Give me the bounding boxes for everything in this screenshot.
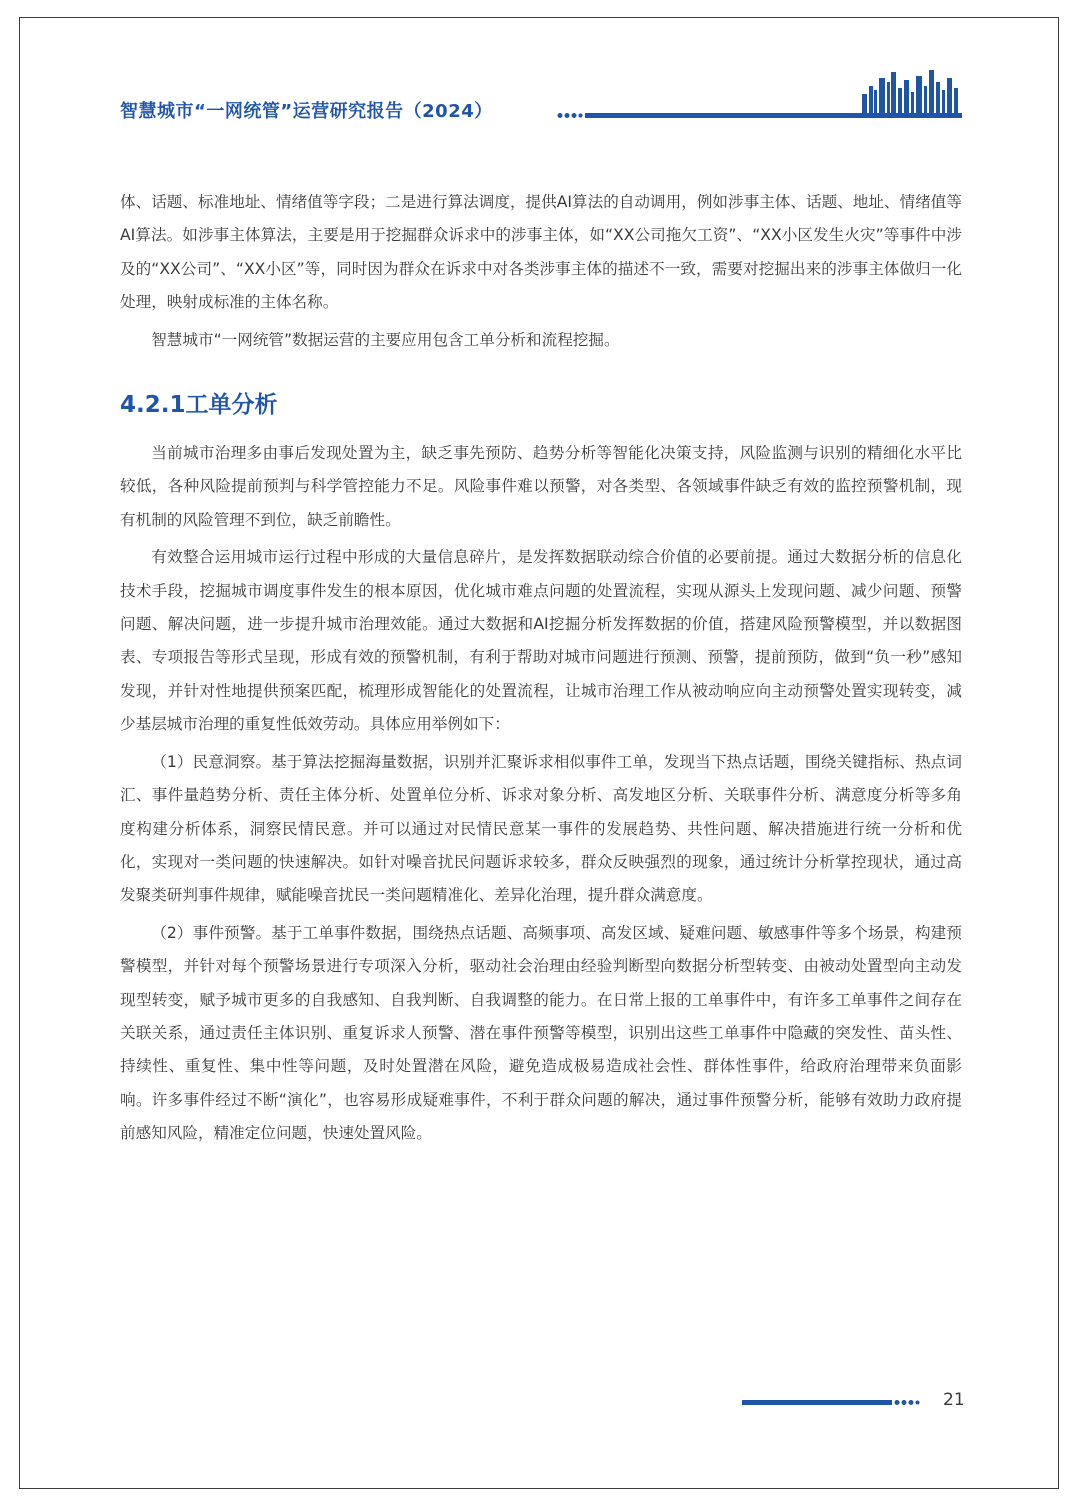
header-dots-icon <box>557 112 583 119</box>
header-rule <box>585 113 962 118</box>
footer-rule <box>742 1400 892 1405</box>
paragraph-current-situation: 当前城市治理多由事后发现处置为主，缺乏事先预防、趋势分析等智能化决策支持，风险监测与识别的精细化水平比较低，各种风险提前预判与科学管控能力不足。风险事件难以预警，对各类型、各领域事件缺乏有效的监控预警机制，现有机制的风险管理不到位，缺乏前瞻性。 <box>120 444 962 529</box>
paragraph-public-opinion: （1）民意洞察。基于算法挖掘海量数据，识别并汇聚诉求相似事件工单，发现当下热点话题，围绕关键指标、热点词汇、事件量趋势分析、责任主体分析、处置单位分析、诉求对象分析、高发地区分析、关联事件分析、满意度分析等多角度构建分析体系，洞察民情民意。并可以通过对民情民意某一事件的发展趋势、共性问题、解决措施进行统一分析和优化，实现对一类问题的快速解决。如针对噪音扰民问题诉求较多，群众反映强烈的现象，通过统计分析掌控现状，通过高发聚类研判事件规律，赋能噪音扰民一类问题精准化、差异化治理，提升群众满意度。 <box>120 752 962 905</box>
footer-dots-icon <box>894 1399 920 1406</box>
paragraph-event-warning: （2）事件预警。基于工单事件数据，围绕热点话题、高频事项、高发区域、疑难问题、敏感事件等多个场景，构建预警模型，并针对每个预警场景进行专项深入分析，驱动社会治理由经验判断型向数据分析型转变、由被动处置型向主动发现型转变，赋予城市更多的自我感知、自我判断、自我调整的能力。在日常上报的工单事件中，有许多工单事件之间存在关联关系，通过责任主体识别、重复诉求人预警、潜在事件预警等模型，识别出这些工单事件中隐藏的突发性、苗头性、持续性、重复性、集中性等问题，及时处置潜在风险，避免造成极易造成社会性、群体性事件，给政府治理带来负面影响。许多事件经过不断“演化”，也容易形成疑难事件，不利于群众问题的解决，通过事件预警分析，能够有效助力政府提前感知风险，精准定位问题，快速处置风险。 <box>120 923 962 1143</box>
report-header-title: 智慧城市“一网统管”运营研究报告（2024） <box>120 101 493 122</box>
page-number: 21 <box>943 1390 965 1410</box>
section-heading: 4.2.1工单分析 <box>120 392 278 419</box>
paragraph-continued: 体、话题、标准地址、情绪值等字段；二是进行算法调度，提供AI算法的自动调用，例如涉事主体、话题、地址、情绪值等AI算法。如涉事主体算法，主要是用于挖掘群众诉求中的涉事主体，如“XX公司拖欠工资”、“XX小区发生火灾”等事件中涉及的“XX公司”、“XX小区”等，同时因为群众在诉求中对各类涉事主体的描述不一致，需要对挖掘出来的涉事主体做归一化处理，映射成标准的主体名称。 <box>120 193 962 312</box>
city-skyline-icon <box>858 68 962 113</box>
main-content <box>120 186 962 1155</box>
paragraph-data-integration: 有效整合运用城市运行过程中形成的大量信息碎片，是发挥数据联动综合价值的必要前提。通过大数据分析的信息化技术手段，挖掘城市调度事件发生的根本原因，优化城市难点问题的处置流程，实现从源头上发现问题、减少问题、预警问题、解决问题，进一步提升城市治理效能。通过大数据和AI挖掘分析发挥数据的价值，搭建风险预警模型，并以数据图表、专项报告等形式呈现，形成有效的预警机制，有利于帮助对城市问题进行预测、预警，提前预防，做到“负一秒”感知发现，并针对性地提供预案匹配，梳理形成智能化的处置流程，让城市治理工作从被动响应向主动预警处置实现转变，减少基层城市治理的重复性低效劳动。具体应用举例如下： <box>120 548 962 734</box>
paragraph-applications-intro: 智慧城市“一网统管”数据运营的主要应用包含工单分析和流程挖掘。 <box>151 330 620 349</box>
